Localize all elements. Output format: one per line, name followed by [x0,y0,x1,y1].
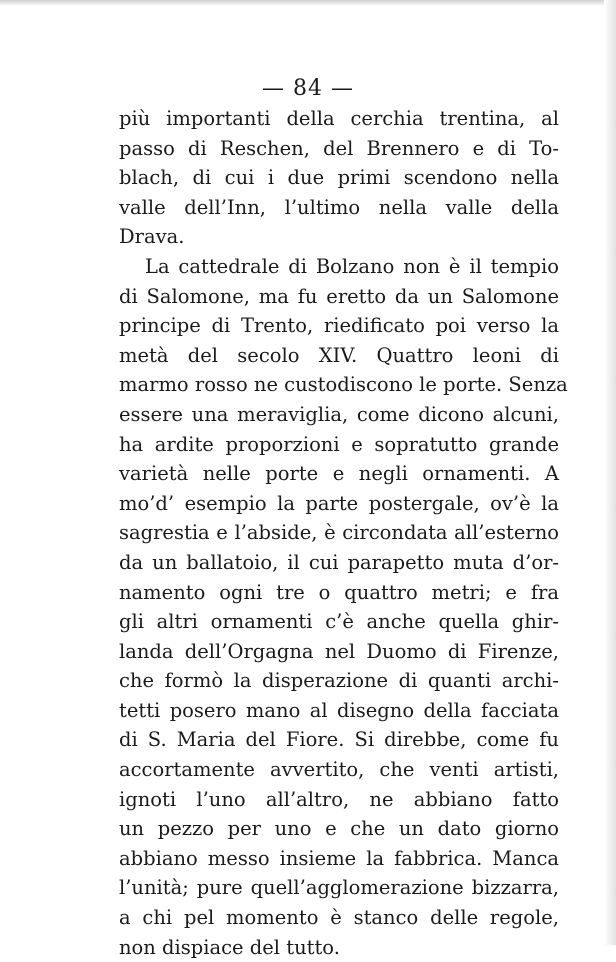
text-line: sagrestia e l’abside, è circondata all’esterno [119,521,559,545]
text-line: che formò la disperazione di quanti archi- [119,669,559,693]
text-line: principe di Trento, riedificato poi verso la [119,314,559,338]
text-line: essere una meraviglia, come dicono alcuni, [119,402,559,426]
text-line: ignoti l’uno all’altro, ne abbiano fatto [119,787,559,811]
text-line: mo’d’ esempio la parte postergale, ov’è la [119,491,559,515]
text-line: a chi pel momento è stanco delle regole, [119,906,559,930]
text-line: tetti posero mano al disegno della facciata [119,698,559,722]
text-line: abbiano messo insieme la fabbrica. Manca [119,846,559,870]
text-line: Drava. [119,225,185,249]
text-line: varietà nelle porte e negli ornamenti. A [119,462,559,486]
paragraph-2 [119,252,568,962]
text-line: un pezzo per uno e che un dato giorno [119,817,559,841]
text-line: metà del secolo XIV. Quattro leoni di [119,343,559,367]
text-line: passo di Reschen, del Brennero e di To- [119,136,559,160]
text-line: marmo rosso ne custodiscono le porte. Senza [119,373,568,397]
text-line: non dispiace del tutto. [119,935,340,959]
text-line: più importanti della cerchia trentina, al [119,107,559,130]
paragraph-1 [119,104,559,252]
page-number: — 84 — [262,76,354,101]
text-line: landa dell’Orgagna nel Duomo di Firenze, [119,639,559,663]
page-edge-right [604,0,616,945]
text-line: di S. Maria del Fiore. Si direbbe, come fu [119,728,559,752]
text-line: gli altri ornamenti c’è anche quella ghir- [119,610,559,634]
text-line: blach, di cui i due primi scendono nella [119,166,559,190]
text-line: namento ogni tre o quattro metri; e fra [119,580,559,604]
page-edge-top [0,0,616,6]
text-line: valle dell’Inn, l’ultimo nella valle della [119,195,559,219]
text-line: accortamente avvertito, che venti artisti, [119,758,559,782]
text-body [119,104,568,962]
text-line: da un ballatoio, il cui parapetto muta d’or- [119,550,559,574]
text-line: di Salomone, ma fu eretto da un Salomone [119,284,559,308]
text-line: La cattedrale di Bolzano non è il tempio [145,254,559,278]
text-line: l’unità; pure quell’agglomerazione bizzarra, [119,876,559,900]
text-line: ha ardite proporzioni e sopratutto grande [119,432,559,456]
